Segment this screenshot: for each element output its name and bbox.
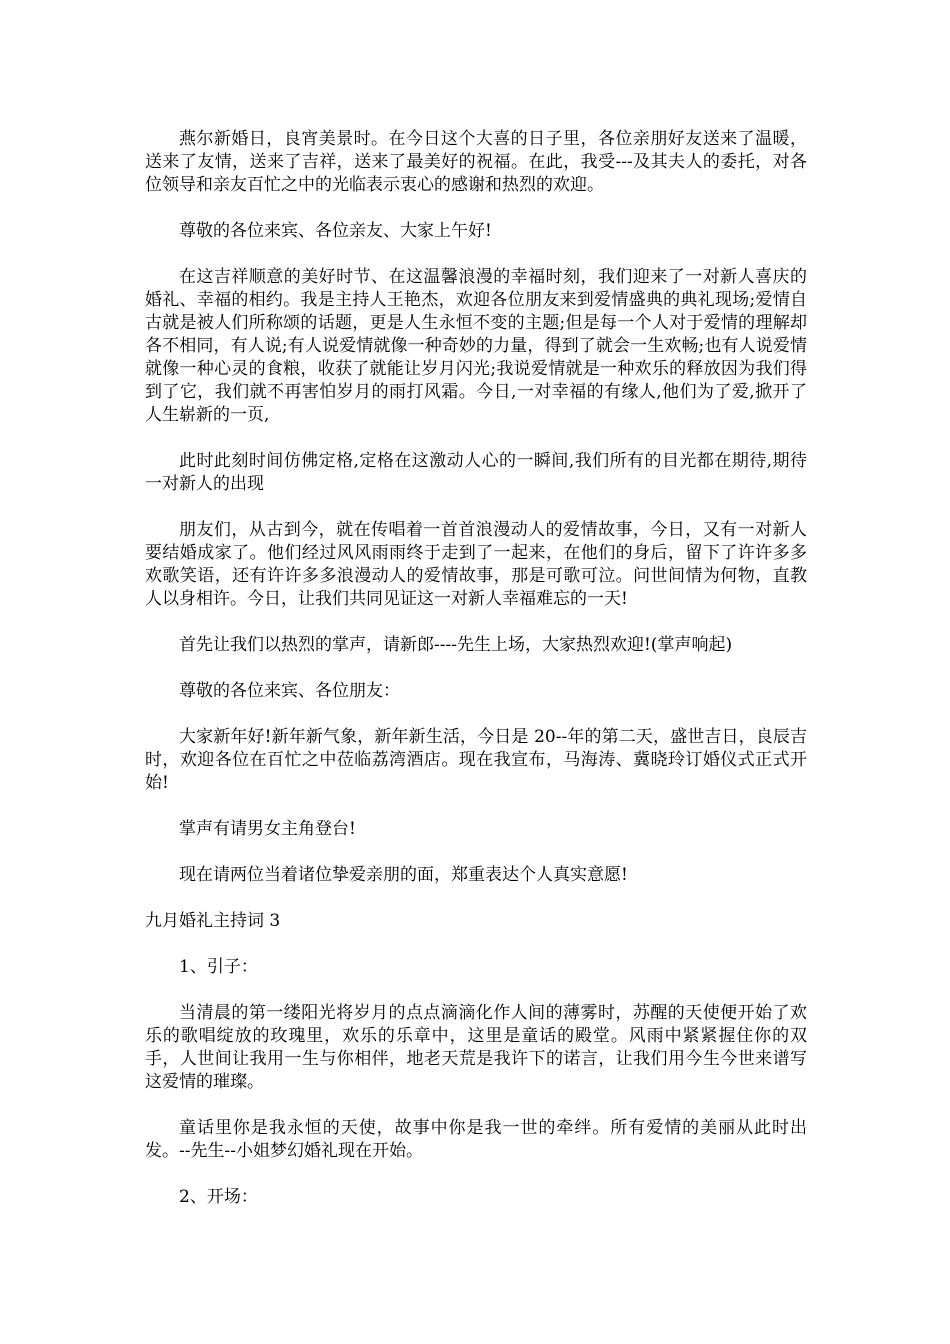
paragraph-5: 朋友们，从古到今，就在传唱着一首首浪漫动人的爱情故事，今日，又有一对新人要结婚成家了。他们经过风风雨雨终于走到了一起来，在他们的身后，留下了许许多多欢歌笑语，还有许许多多浪漫动人的爱情故事，那是可歌可泣。问世间情为何物，直教人以身相许。今日，让我们共同见证这一对新人幸福难忘的一天! [145,520,807,609]
paragraph-6: 首先让我们以热烈的掌声，请新郎----先生上场，大家热烈欢迎!(掌声响起) [179,635,733,655]
paragraph-1: 燕尔新婚日，良宵美景时。在今日这个大喜的日子里，各位亲朋好友送来了温暖，送来了友情，送来了吉祥，送来了最美好的祝福。在此，我受---及其夫人的委托，对各位领导和亲友百忙之中的光临表示衷心的感谢和热烈的欢迎。 [145,129,807,195]
paragraph-14: 童话里你是我永恒的天使，故事中你是我一世的牵绊。所有爱情的美丽从此时出发。--先生--小姐梦幻婚礼现在开始。 [145,1118,807,1161]
document-body [145,128,807,1232]
paragraph-2: 尊敬的各位来宾、各位亲友、大家上午好! [179,221,492,241]
paragraph-4: 此时此刻时间仿佛定格,定格在这激动人心的一瞬间,我们所有的目光都在期待,期待一对新人的出现 [145,451,807,494]
paragraph-8: 大家新年好!新年新气象，新年新生活，今日是 20--年的第二天，盛世吉日，良辰吉时，欢迎各位在百忙之中莅临荔湾酒店。现在我宣布，马海涛、冀晓玲订婚仪式正式开始! [145,727,807,793]
paragraph-9: 掌声有请男女主角登台! [179,819,356,839]
paragraph-7: 尊敬的各位来宾、各位朋友： [179,681,400,701]
paragraph-3: 在这吉祥顺意的美好时节、在这温馨浪漫的幸福时刻，我们迎来了一对新人喜庆的婚礼、幸福的相约。我是主持人王艳杰，欢迎各位朋友来到爱情盛典的典礼现场;爱情自古就是被人们所称颂的话题，更是人生永恒不变的主题;但是每一个人对于爱情的理解却各不相同，有人说;有人说爱情就像一种奇妙的力量，得到了就会一生欢畅;也有人说爱情就像一种心灵的食粮，收获了就能让岁月闪光;我说爱情就是一种欢乐的释放因为我们得到了它，我们就不再害怕岁月的雨打风霜。今日,一对幸福的有缘人,他们为了爱,掀开了人生崭新的一页, [145,267,807,425]
subheading-intro: 1、引子： [179,957,258,977]
section-heading: 九月婚礼主持词 3 [145,911,281,931]
subheading-opening: 2、开场： [179,1187,258,1207]
paragraph-10: 现在请两位当着诸位挚爱亲朋的面，郑重表达个人真实意愿! [179,865,628,885]
paragraph-13: 当清晨的第一缕阳光将岁月的点点滴滴化作人间的薄雾时，苏醒的天使便开始了欢乐的歌唱绽放的玫瑰里，欢乐的乐章中，这里是童话的殿堂。风雨中紧紧握住你的双手，人世间让我用一生与你相伴，地老天荒是我许下的诺言，让我们用今生今世来谱写这爱情的璀璨。 [145,1003,807,1092]
